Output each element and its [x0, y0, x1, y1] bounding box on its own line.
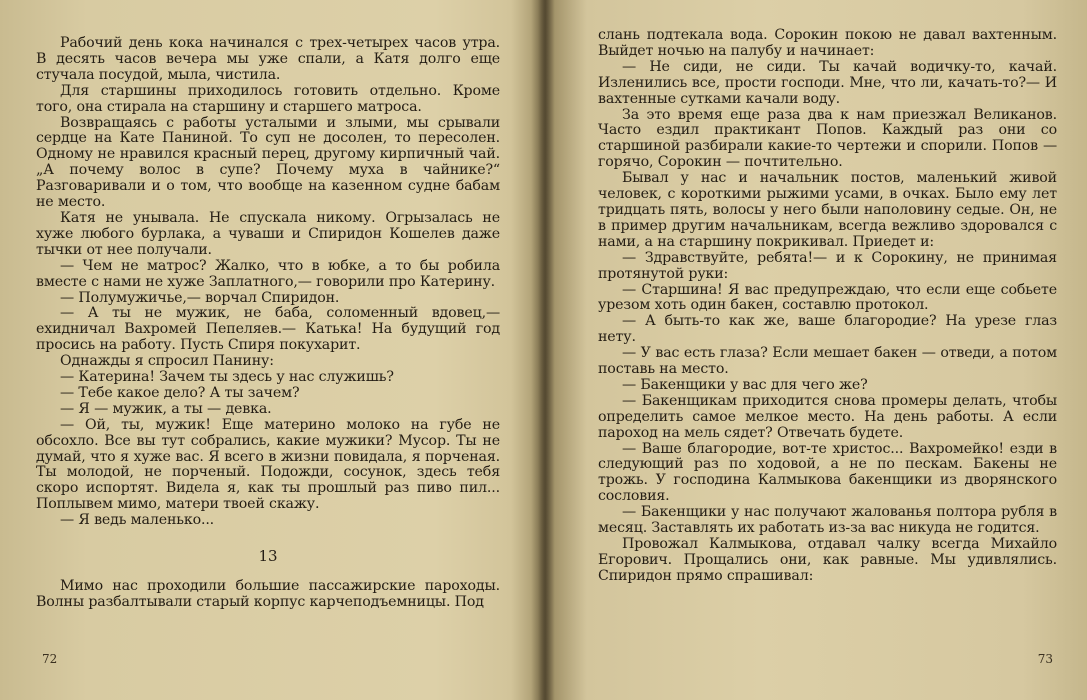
paragraph: Возвращаясь с работы усталыми и злыми, мы срывали сердце на Кате Паниной. То суп не досолен, то пересолен. Одному не нравился красный перец, другому кирпичный чай. „А почему волос в супе? Почему муха в чайнике?“ Разговаривали и о том, что вообще на казенном судне бабам не место.: [36, 114, 500, 211]
paragraph: — А быть-то как же, ваше благородие? На урезе глаз нету.: [598, 313, 1057, 346]
paragraph: — А ты не мужик, не баба, соломенный вдовец,— ехидничал Вахромей Пепеляев.— Катька! На будущий год просись на работу. Пусть Спиря покухарит.: [36, 305, 500, 354]
paragraph: — Я ведь маленько...: [60, 512, 215, 529]
right-page-text: [598, 28, 1057, 585]
paragraph: Однажды я спросил Панину:: [60, 353, 274, 370]
left-page-text: [36, 36, 500, 529]
paragraph: Провожал Калмыкова, отдавал чалку всегда Михайло Егорович. Прощались они, как равные. Мы удивлялись. Спиридон прямо спрашивал:: [598, 536, 1057, 584]
paragraph: Мимо нас проходили большие пассажирские пароходы. Волны разбалтывали старый корпус карчеподъемницы. Под: [36, 578, 500, 610]
paragraph: — Ваше благородие, вот-те христос... Вахромейко! езди в следующий раз по ходовой, а не по пескам. Бакены не трожь. У господина Калмыкова бакенщики из дворянского сословия.: [598, 440, 1057, 505]
paragraph: Бывал у нас и начальник постов, маленький живой человек, с короткими рыжими усами, в очках. Было ему лет тридцать пять, волосы у него были наполовину седые. Он, не в пример другим начальникам, всегда вежливо здоровался с нами, а на старшину покрикивал. Приедет и:: [598, 170, 1057, 250]
paragraph: — Старшина! Я вас предупреждаю, что если еще собьете урезом хоть один бакен, составлю протокол.: [598, 281, 1057, 314]
paragraph: — Я — мужик, а ты — девка.: [60, 400, 272, 417]
paragraph: — Бакенщики у нас получают жалованья полтора рубля в месяц. Заставлять их работать из-за вас никуда не годится.: [598, 504, 1057, 537]
chapter-heading: 13: [258, 547, 278, 566]
paragraph: Для старшины приходилось готовить отдельно. Кроме того, она стирала на старшину и старшего матроса.: [36, 82, 500, 115]
right-page: [548, 0, 1087, 700]
left-page-after-chapter-text: [36, 579, 500, 611]
paragraph: Рабочий день кока начинался с трех-четырех часов утра. В десять часов вечера мы уже спали, а Катя долго еще стучала посудой, мыла, чистила.: [36, 35, 500, 83]
paragraph: — Здравствуйте, ребята!— и к Сорокину, не принимая протянутой руки:: [598, 249, 1057, 282]
paragraph: Катя не унывала. Не спускала никому. Огрызалась не хуже любого бурлака, а чуваши и Спиридон Кошелев даже тычки от нее получали.: [36, 209, 500, 258]
paragraph: — Полумужичье,— ворчал Спиридон.: [60, 289, 340, 306]
paragraph: — Бакенщикам приходится снова промеры делать, чтобы определить самое мелкое место. На день работы. А если пароход на мель сядет? Отвечать будете.: [598, 392, 1057, 441]
paragraph: — Тебе какое дело? А ты зачем?: [60, 384, 300, 401]
paragraph: — Катерина! Зачем ты здесь у нас служишь?: [60, 369, 394, 386]
paragraph: — Не сиди, не сиди. Ты качай водичку-то, качай. Изленились все, прости господи. Мне, что ли, качать-то?— И вахтенные сутками качали воду.: [598, 58, 1057, 107]
paragraph: — Бакенщики у вас для чего же?: [622, 376, 868, 393]
paragraph: слань подтекала вода. Сорокин покою не давал вахтенным. Выйдет ночью на палубу и начинает:: [598, 27, 1057, 59]
paragraph: — У вас есть глаза? Если мешает бакен — отведи, а потом поставь на место.: [598, 345, 1057, 378]
paragraph: За это время еще раза два к нам приезжал Великанов. Часто ездил практикант Попов. Каждый раз они со старшиной разбирали какие-то чертежи и спорили. Попов — горячо, Сорокин — почтительно.: [598, 106, 1057, 171]
page-number-left: 72: [42, 652, 58, 666]
page-number-right: 73: [1037, 652, 1053, 666]
paragraph: — Чем не матрос? Жалко, что в юбке, а то бы робила вместе с нами не хуже Заплатного,— говорили про Катерину.: [36, 257, 500, 290]
paragraph: — Ой, ты, мужик! Еще материно молоко на губе не обсохло. Все вы тут собрались, какие мужики? Мусор. Ты не думай, что я хуже вас. Я всего в жизни повидала, я порченая. Ты молодой, не порченый. Подожди, сосунок, здесь тебя скоро испортят. Видела я, как ты прошлый раз пиво пил... Поплывем мимо, матери твоей скажу.: [36, 416, 500, 513]
left-page: [0, 0, 540, 700]
